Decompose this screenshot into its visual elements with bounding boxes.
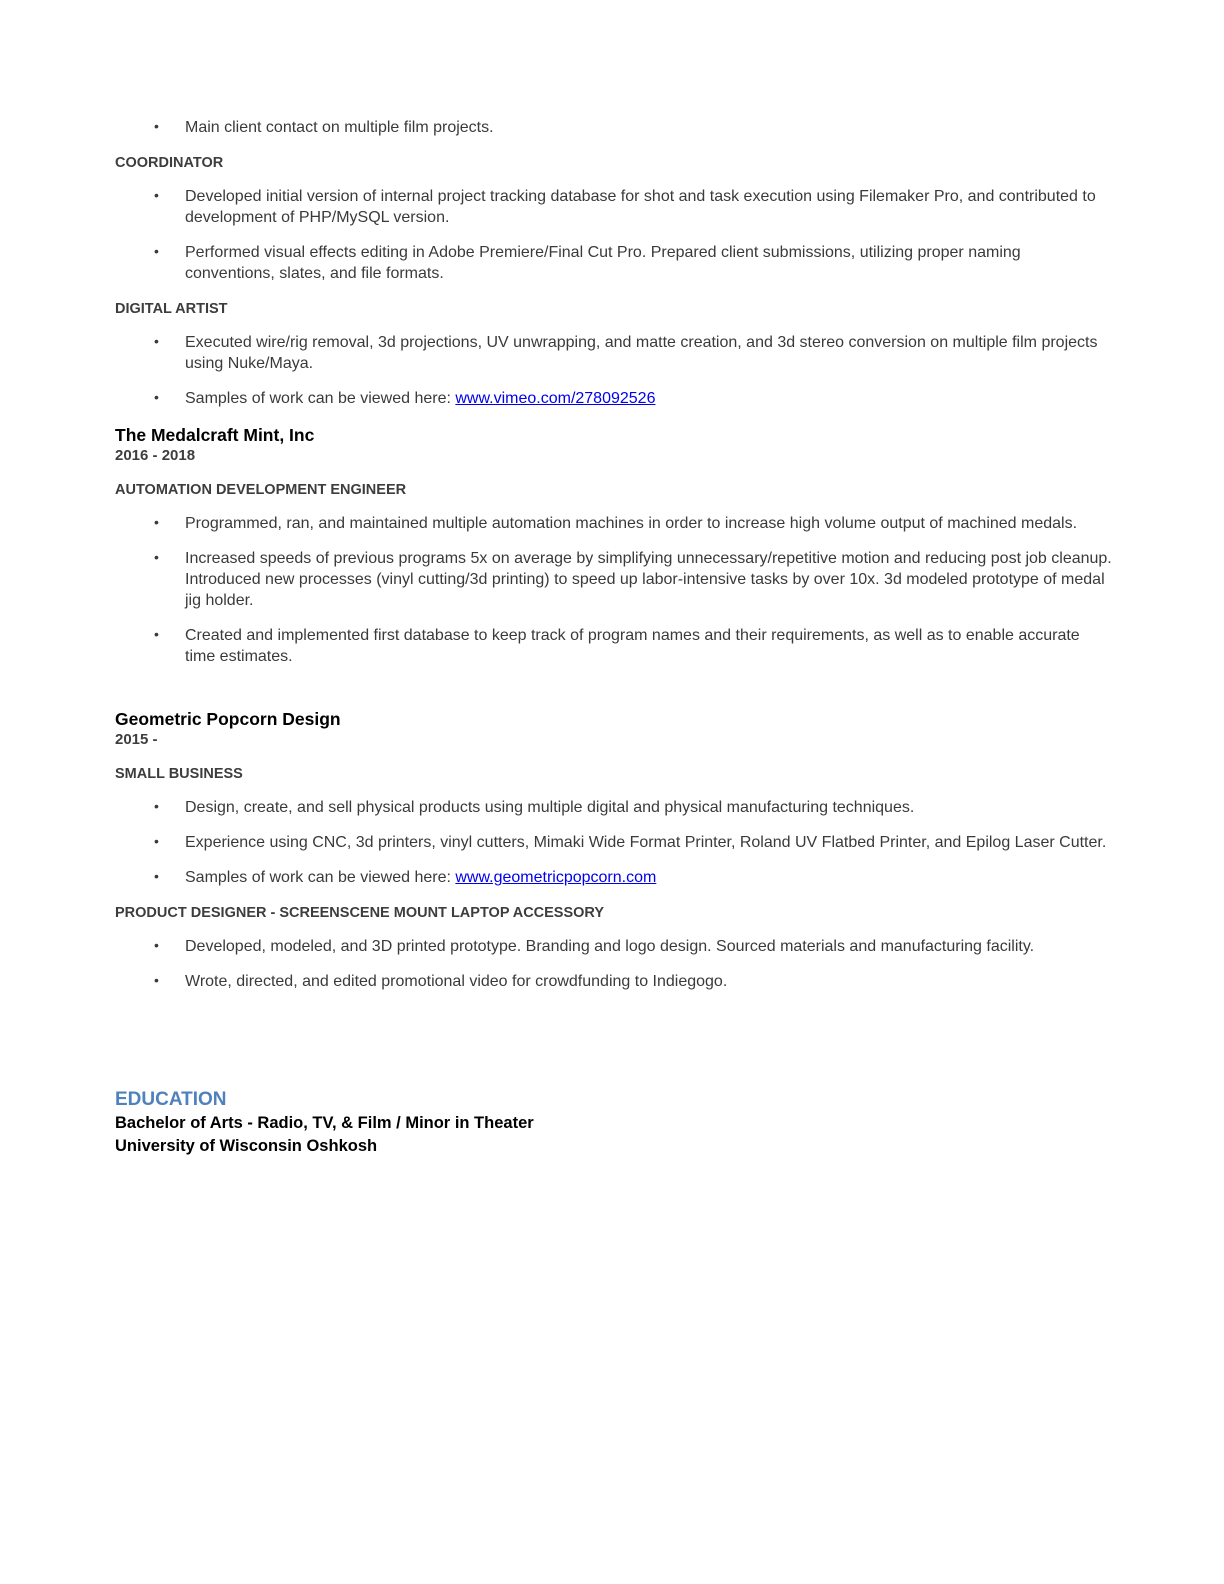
small-business-bullet-list xyxy=(115,797,1112,888)
digital-artist-bullet-list xyxy=(115,332,1112,409)
role-title-small-business: SMALL BUSINESS xyxy=(115,766,243,782)
company-block-geometric-popcorn xyxy=(115,708,1112,749)
bullet-item xyxy=(115,936,1112,957)
automation-engineer-bullet-list xyxy=(115,513,1112,667)
bullet-text: Developed initial version of internal project tracking database for shot and task execution using Filemaker Pro, and contributed to development of PHP/MySQL version. xyxy=(185,188,1096,226)
company-dates: 2016 - 2018 xyxy=(115,447,196,464)
bullet-item xyxy=(115,117,1112,138)
bullet-item xyxy=(115,867,1112,888)
bullet-text: Design, create, and sell physical products using multiple digital and physical manufacturing techniques. xyxy=(185,799,915,816)
company-block-medalcraft xyxy=(115,424,1112,465)
bullet-item xyxy=(115,832,1112,853)
coordinator-bullet-list xyxy=(115,186,1112,284)
company-name: Geometric Popcorn Design xyxy=(115,709,341,729)
role-title-automation-engineer: AUTOMATION DEVELOPMENT ENGINEER xyxy=(115,482,407,498)
bullet-text: Increased speeds of previous programs 5x on average by simplifying unnecessary/repetitive motion and reducing post job cleanup. Introduced new processes (vinyl cutting/3d printing) to speed up labor-intensive tasks by over 10x. 3d modeled prototype of medal jig holder. xyxy=(185,550,1112,609)
bullet-text: Wrote, directed, and edited promotional video for crowdfunding to Indiegogo. xyxy=(185,973,728,990)
bullet-item xyxy=(115,332,1112,374)
company-dates: 2015 - xyxy=(115,731,158,748)
bullet-text: Performed visual effects editing in Adobe Premiere/Final Cut Pro. Prepared client submissions, utilizing proper naming conventions, slates, and file formats. xyxy=(185,244,1021,282)
geometricpopcorn-link[interactable]: www.geometricpopcorn.com xyxy=(455,869,657,886)
education-school: University of Wisconsin Oshkosh xyxy=(115,1137,378,1155)
bullet-item xyxy=(115,625,1112,667)
bullet-text: Executed wire/rig removal, 3d projections, UV unwrapping, and matte creation, and 3d stereo conversion on multiple film projects using Nuke/Maya. xyxy=(185,334,1098,372)
bullet-text: Developed, modeled, and 3D printed prototype. Branding and logo design. Sourced materials and manufacturing facility. xyxy=(185,938,1035,955)
bullet-text: Created and implemented first database to keep track of program names and their requirements, as well as to enable accurate time estimates. xyxy=(185,627,1080,665)
bullet-item xyxy=(115,388,1112,409)
vimeo-link[interactable]: www.vimeo.com/278092526 xyxy=(455,390,656,407)
bullet-item xyxy=(115,548,1112,611)
product-designer-bullet-list xyxy=(115,936,1112,992)
bullet-item xyxy=(115,186,1112,228)
bullet-text: Programmed, ran, and maintained multiple automation machines in order to increase high volume output of machined medals. xyxy=(185,515,1078,532)
education-degree: Bachelor of Arts - Radio, TV, & Film / Minor in Theater xyxy=(115,1114,534,1132)
company-name: The Medalcraft Mint, Inc xyxy=(115,425,315,445)
intro-bullet-list xyxy=(115,117,1112,138)
role-title-coordinator: COORDINATOR xyxy=(115,155,224,171)
bullet-item xyxy=(115,797,1112,818)
bullet-text: Samples of work can be viewed here: xyxy=(185,390,456,407)
bullet-text: Main client contact on multiple film projects. xyxy=(185,119,494,136)
bullet-item xyxy=(115,513,1112,534)
role-title-product-designer: PRODUCT DESIGNER - SCREENSCENE MOUNT LAPTOP ACCESSORY xyxy=(115,905,605,921)
bullet-text: Samples of work can be viewed here: xyxy=(185,869,456,886)
education-section xyxy=(115,1088,1112,1158)
role-title-digital-artist: DIGITAL ARTIST xyxy=(115,301,228,317)
bullet-item xyxy=(115,242,1112,284)
bullet-text: Experience using CNC, 3d printers, vinyl cutters, Mimaki Wide Format Printer, Roland UV Flatbed Printer, and Epilog Laser Cutter. xyxy=(185,834,1107,851)
bullet-item xyxy=(115,971,1112,992)
education-heading: EDUCATION xyxy=(115,1089,227,1110)
